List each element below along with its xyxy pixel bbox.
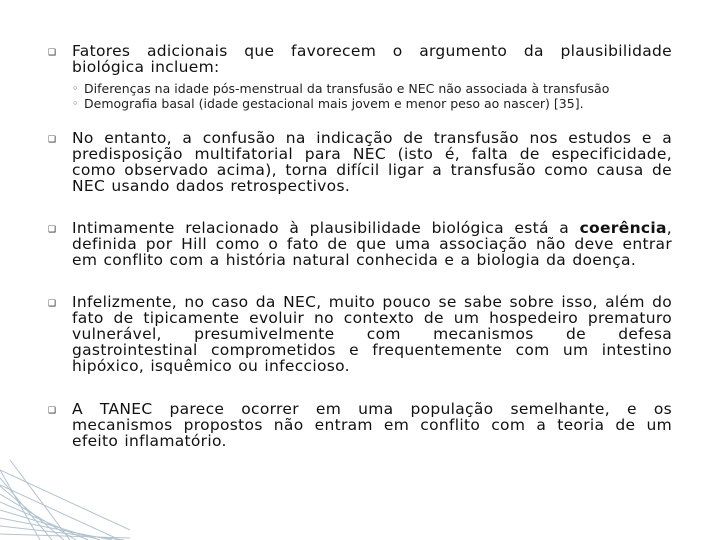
bullet-text-before: Intimamente relacionado à plausibilidade biológica está a bbox=[72, 219, 580, 237]
sub-list bbox=[72, 81, 672, 111]
bullet-5 bbox=[48, 401, 672, 449]
sub-item-text: Diferenças na idade pós-menstrual da transfusão e NEC não associada à transfusão bbox=[84, 81, 610, 96]
square-bullet-icon: ❑ bbox=[48, 225, 57, 235]
square-bullet-icon: ❑ bbox=[48, 135, 57, 145]
square-bullet-icon: ❑ bbox=[48, 299, 57, 309]
bullet-text: A TANEC parece ocorrer em uma população semelhante, e os mecanismos propostos não entram em conflito com a teoria de um efeito inflamatório. bbox=[72, 400, 672, 450]
square-bullet-icon: ❑ bbox=[48, 48, 57, 58]
sub-item bbox=[72, 96, 672, 111]
sub-item bbox=[72, 81, 672, 96]
square-bullet-icon: ❑ bbox=[48, 406, 57, 416]
circle-sub-bullet-icon: ◦ bbox=[72, 82, 79, 95]
sub-item-text: Demografia basal (idade gestacional mais jovem e menor peso ao nascer) [35]. bbox=[84, 96, 584, 111]
bullet-4 bbox=[48, 294, 672, 374]
bullet-text: No entanto, a confusão na indicação de transfusão nos estudos e a predisposição multifatorial para NEC (isto é, falta de especificidade, como observado acima), torna difícil ligar a transfusão como causa de NEC usando dados retrospectivos. bbox=[72, 129, 672, 195]
bullet-text-after: , definida por Hill como o fato de que uma associação não deve entrar em conflito com a história natural conhecida e a biologia da doença. bbox=[72, 219, 672, 269]
circle-sub-bullet-icon: ◦ bbox=[72, 97, 79, 110]
corner-decoration-icon bbox=[0, 440, 130, 540]
highlighted-term: coerência bbox=[579, 219, 667, 237]
bullet-1 bbox=[48, 43, 672, 111]
bullet-text bbox=[72, 220, 672, 268]
bullet-text: Infelizmente, no caso da NEC, muito pouco se sabe sobre isso, além do fato de tipicamente evoluir no contexto de um hospedeiro prematuro vulnerável, presumivelmente com mecanismos de defesa gastrointestinal comprometidos e frequentemente com um intestino hipóxico, isquêmico ou infeccioso. bbox=[72, 293, 672, 375]
bullet-2 bbox=[48, 130, 672, 194]
bullet-3 bbox=[48, 220, 672, 268]
bullet-text: Fatores adicionais que favorecem o argumento da plausibilidade biológica incluem: bbox=[72, 42, 672, 76]
